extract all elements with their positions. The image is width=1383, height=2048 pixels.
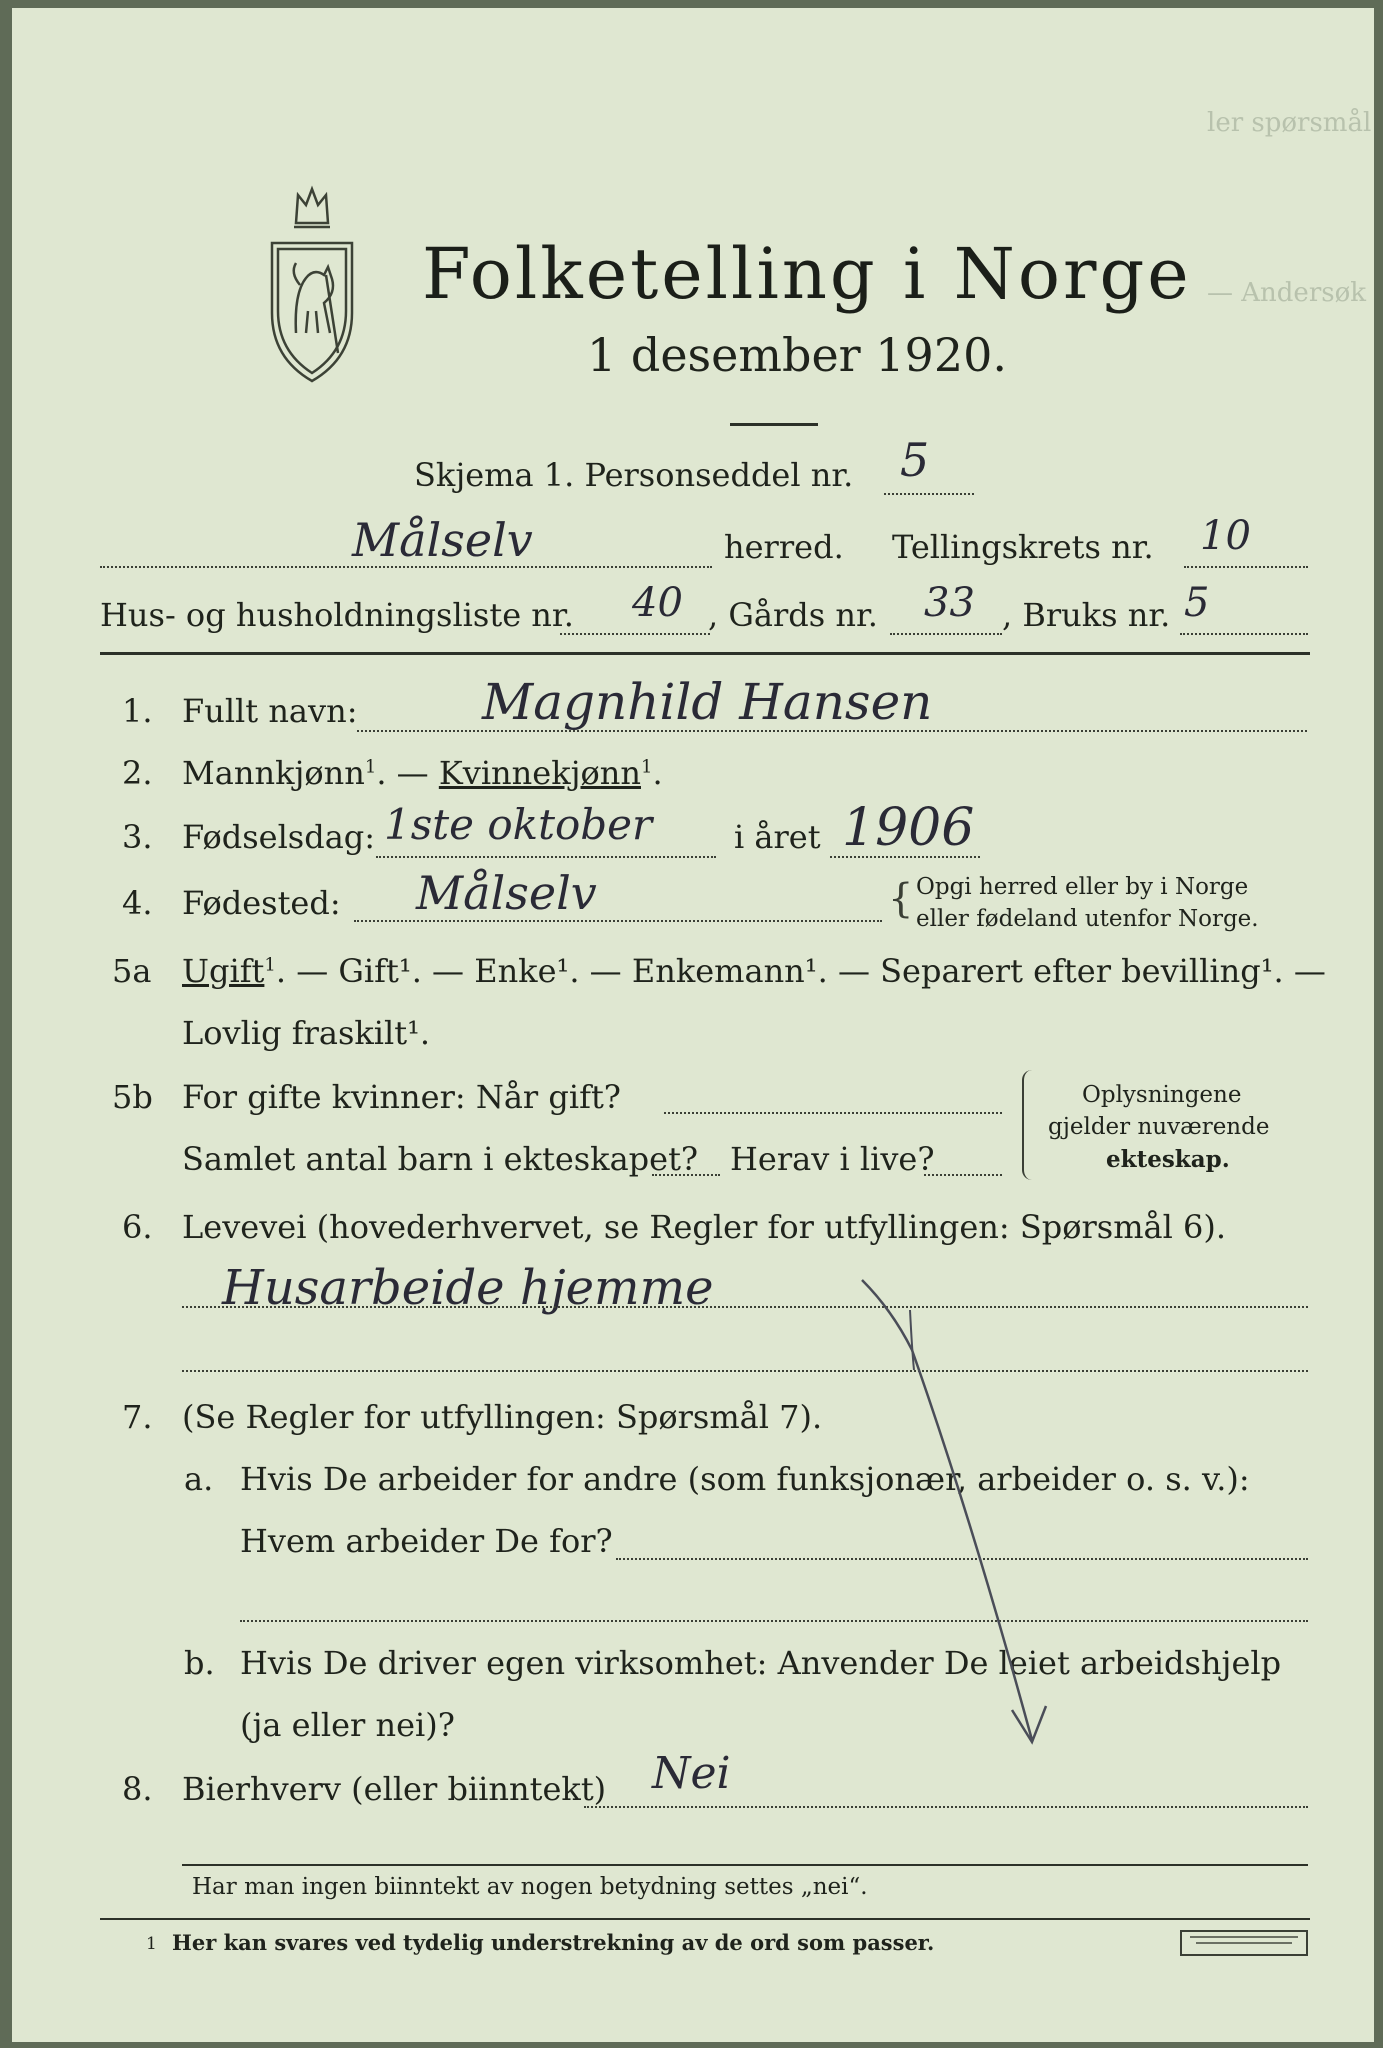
sub-question-letter: a. [184, 1460, 214, 1498]
bleed-through-text: ler spørsmål [1207, 108, 1372, 138]
question-number: 8. [122, 1770, 153, 1808]
bleed-through-text: — Andersøk [1207, 278, 1366, 308]
bruks-nr-value[interactable]: 5 [1184, 580, 1210, 626]
side-income-dots [584, 1806, 1308, 1808]
side-income-value[interactable]: Nei [652, 1748, 731, 1799]
title-divider [730, 423, 818, 426]
herred-label: herred. [724, 528, 844, 566]
married-when-label: For gifte kvinner: Når gift? [182, 1078, 621, 1116]
personseddel-nr-value[interactable]: 5 [900, 433, 930, 487]
birth-year-value[interactable]: 1906 [842, 798, 975, 858]
question-number: 1. [122, 692, 153, 730]
form-title: Folketelling i Norge [422, 233, 1192, 315]
q7b-label: Hvis De driver egen virksomhet: Anvender De leiet arbeidshjelp [240, 1644, 1282, 1682]
census-date: 1 desember 1920. [587, 328, 1007, 382]
question-number: 2. [122, 754, 153, 792]
sex-options: Mannkjønn$^1$. — Kvinnekjønn$^1$. [182, 754, 663, 792]
gards-dots [890, 633, 1002, 635]
hus-label: Hus- og husholdningsliste nr. [100, 596, 574, 634]
marriage-note-3: ekteskap. [1106, 1146, 1230, 1173]
occupation-value[interactable]: Husarbeide hjemme [222, 1260, 714, 1316]
full-name-value[interactable]: Magnhild Hansen [482, 673, 933, 731]
male-option[interactable]: Mannkjønn [182, 754, 365, 792]
full-name-label: Fullt navn: [182, 692, 358, 730]
marital-other-options[interactable]: . — Gift¹. — Enke¹. — Enkemann¹. — Separert efter bevilling¹. — [275, 952, 1326, 990]
herred-value[interactable]: Målselv [352, 513, 533, 567]
sub-question-letter: b. [184, 1644, 215, 1682]
census-form-sheet [12, 8, 1374, 2042]
footnote-mark: 1 [146, 1934, 157, 1954]
gards-nr-value[interactable]: 33 [924, 580, 975, 626]
bruks-label: , Bruks nr. [1002, 596, 1171, 634]
married-when-dots [664, 1112, 1002, 1114]
birthplace-note-2: eller fødeland utenfor Norge. [916, 906, 1259, 932]
birthplace-label: Fødested: [182, 884, 341, 922]
bracket-icon [1022, 1070, 1032, 1180]
personseddel-dots [884, 493, 974, 495]
birthday-dots [376, 856, 716, 858]
norway-coat-of-arms-icon [266, 183, 358, 388]
tellingskrets-nr-value[interactable]: 10 [1200, 513, 1251, 559]
question-number: 5a [112, 952, 152, 990]
hired-help-label: (ja eller nei)? [240, 1706, 455, 1744]
schema-label: Skjema 1. Personseddel nr. [414, 456, 854, 494]
occupation-dots-2 [182, 1370, 1308, 1372]
question-number: 6. [122, 1208, 153, 1246]
children-alive-label: Herav i live? [730, 1140, 935, 1178]
q7-label: (Se Regler for utfyllingen: Spørsmål 7). [182, 1398, 823, 1436]
marital-status-options: Ugift$^1$. — Gift¹. — Enke¹. — Enkemann¹. — Separert efter bevilling¹. — [182, 952, 1326, 990]
footnote-text: Her kan svares ved tydelig understrekning av de ord som passer. [172, 1930, 935, 1955]
header-rule [100, 652, 1310, 655]
side-income-note: Har man ingen biinntekt av nogen betydning settes „nei“. [192, 1874, 868, 1900]
female-option[interactable]: Kvinnekjønn [438, 754, 641, 792]
birth-year-label: i året [734, 818, 821, 856]
question-number: 4. [122, 884, 153, 922]
q7a-label: Hvis De arbeider for andre (som funksjonær, arbeider o. s. v.): [240, 1460, 1250, 1498]
birthplace-dots [354, 920, 882, 922]
question-number: 5b [112, 1078, 153, 1116]
marriage-note-2: gjelder nuværende [1048, 1114, 1270, 1140]
children-alive-dots [924, 1174, 1002, 1176]
side-income-label: Bierhverv (eller biinntekt) [182, 1770, 607, 1808]
birthday-label: Fødselsdag: [182, 818, 376, 856]
question-number: 3. [122, 818, 153, 856]
question-number: 7. [122, 1398, 153, 1436]
children-count-label: Samlet antal barn i ekteskapet? [182, 1140, 699, 1178]
tellingskrets-dots [1184, 566, 1308, 568]
birthplace-value[interactable]: Målselv [416, 866, 597, 920]
children-count-dots [652, 1174, 720, 1176]
lovlig-fraskilt-option[interactable]: Lovlig fraskilt¹. [182, 1014, 431, 1052]
q8-rule [182, 1864, 1308, 1866]
printer-stamp-icon [1180, 1930, 1308, 1956]
hus-dots [560, 633, 710, 635]
separator: . — [376, 754, 429, 792]
hus-nr-value[interactable]: 40 [632, 580, 683, 626]
brace-icon: { [888, 876, 914, 922]
handwritten-arrow-icon [852, 1270, 1052, 1770]
bruks-dots [1180, 633, 1308, 635]
employer-label: Hvem arbeider De for? [240, 1522, 613, 1560]
occupation-dots [182, 1306, 1308, 1308]
birthplace-note-1: Opgi herred eller by i Norge [916, 874, 1249, 900]
tellingskrets-label: Tellingskrets nr. [892, 528, 1154, 566]
footer-rule [100, 1918, 1310, 1920]
gards-label: , Gårds nr. [708, 596, 878, 634]
ugift-option[interactable]: Ugift [182, 952, 265, 990]
marriage-note-1: Oplysningene [1082, 1082, 1242, 1108]
birthday-value[interactable]: 1ste oktober [384, 800, 653, 849]
employer-dots-2 [240, 1620, 1308, 1622]
occupation-label: Levevei (hovederhvervet, se Regler for utfyllingen: Spørsmål 6). [182, 1208, 1227, 1246]
